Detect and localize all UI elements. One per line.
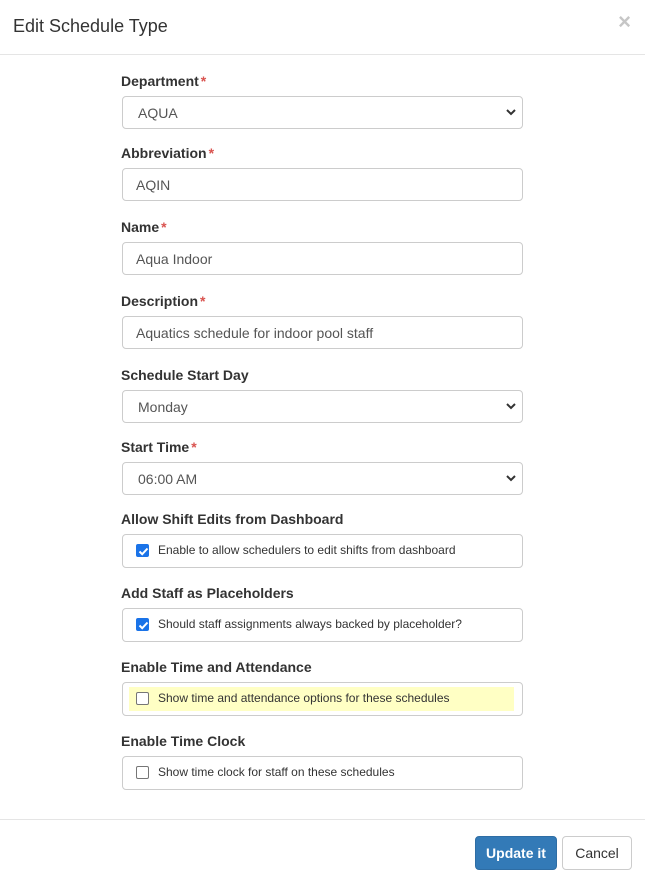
start-time-value: 06:00 AM [138,471,198,487]
start-day-value: Monday [138,399,188,415]
check-icon [138,620,149,631]
department-label-text: Department [121,73,199,89]
placeholders-option[interactable] [129,613,516,637]
start-day-select[interactable] [122,390,523,423]
name-label-text: Name [121,219,160,235]
description-value: Aquatics schedule for indoor pool staff [136,325,374,341]
required-mark: * [200,293,206,309]
shift-edits-label [121,511,343,527]
shift-edits-checkbox[interactable] [136,544,149,557]
time-clock-text: Show time clock for staff on these schedules [158,765,395,779]
time-clock-checkbox[interactable] [136,766,149,779]
required-mark: * [191,439,197,455]
placeholders-text: Should staff assignments always backed by placeholder? [158,617,462,631]
placeholders-label [121,585,294,601]
time-clock-checkbox-group [122,756,523,790]
placeholders-checkbox-group [122,608,523,642]
name-value: Aqua Indoor [136,251,213,267]
chevron-down-icon [505,472,517,484]
footer-divider [0,819,645,820]
shift-edits-checkbox-group [122,534,523,568]
abbreviation-input[interactable] [122,168,523,201]
abbreviation-label [121,145,214,161]
abbreviation-value: AQIN [136,177,171,193]
description-label [121,293,205,309]
time-attendance-text: Show time and attendance options for these schedules [158,691,450,705]
cancel-button[interactable]: Cancel [562,836,632,870]
update-button[interactable]: Update it [475,836,557,870]
required-mark: * [208,145,215,161]
modal-title: Edit Schedule Type [13,16,168,36]
placeholders-checkbox[interactable] [136,618,149,631]
time-attendance-checkbox-group [122,682,523,716]
start-day-label-text: Schedule Start Day [121,367,249,383]
chevron-down-icon [505,106,517,118]
time-attendance-option[interactable] [129,687,514,711]
abbreviation-label-text: Abbreviation [121,145,207,161]
start-time-label-text: Start Time [121,439,190,455]
description-label-text: Description [121,293,199,309]
department-label [121,73,206,89]
department-select[interactable] [122,96,523,129]
placeholders-label-text: Add Staff as Placeholders [121,585,294,601]
time-attendance-label [121,659,312,675]
description-input[interactable] [122,316,523,349]
time-clock-option[interactable] [129,761,516,785]
name-label [121,219,167,235]
department-value: AQUA [138,105,178,121]
required-mark: * [161,219,167,235]
close-icon[interactable]: × [618,9,631,34]
shift-edits-text: Enable to allow schedulers to edit shifts from dashboard [158,543,456,557]
time-attendance-label-text: Enable Time and Attendance [121,659,312,675]
name-input[interactable] [122,242,523,275]
start-time-label [121,439,197,455]
modal-header [0,0,645,55]
time-clock-label [121,733,245,749]
shift-edits-option[interactable] [129,539,516,563]
start-day-label [121,367,249,383]
check-icon [138,546,149,557]
start-time-select[interactable] [122,462,523,495]
shift-edits-label-text: Allow Shift Edits from Dashboard [121,511,344,527]
required-mark: * [200,73,207,89]
chevron-down-icon [505,400,517,412]
time-clock-label-text: Enable Time Clock [121,733,246,749]
time-attendance-checkbox[interactable] [136,692,149,705]
